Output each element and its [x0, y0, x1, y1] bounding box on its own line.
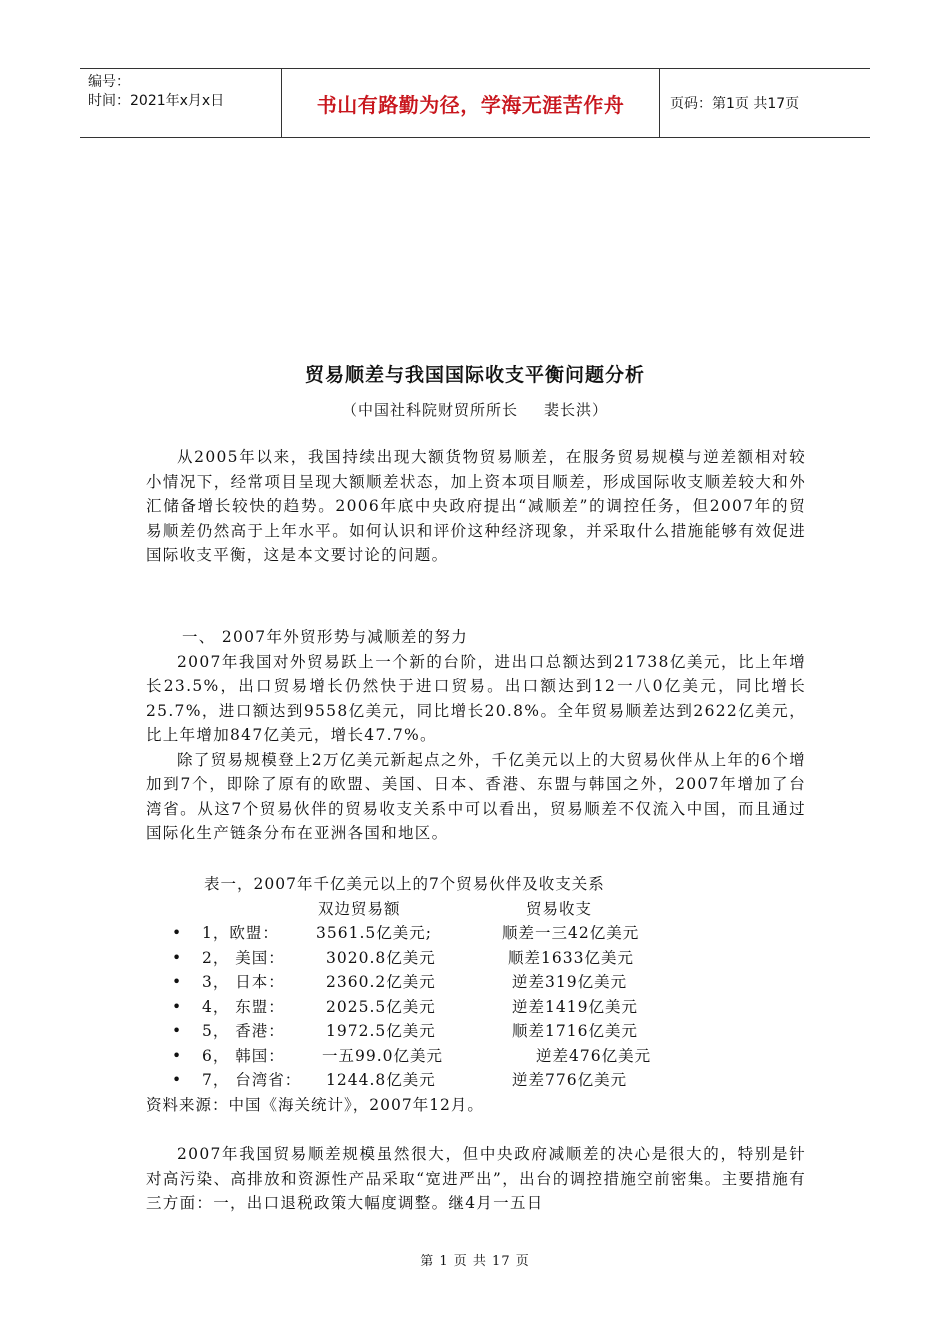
bullet-icon: •: [172, 1046, 183, 1065]
trade-balance: 逆差776亿美元: [512, 1071, 628, 1089]
page-header: [80, 68, 870, 138]
trade-volume: 3020.8亿美元: [326, 948, 436, 967]
trade-volume: 2025.5亿美元: [326, 997, 436, 1016]
header-page-info: 页码：第1页 共17页: [670, 96, 800, 112]
author-organization: （中国社科院财贸所所长: [341, 401, 518, 419]
closing-paragraph: 2007年我国贸易顺差规模虽然很大，但中央政府减顺差的决心是很大的，特别是针对高污染、高排放和资源性产品采取“宽进严出”，出台的调控措施空前密集。主要措施有三方面：一，出口退税政策大幅度调整。继4月一五日: [146, 1145, 806, 1212]
article-title: 贸易顺差与我国国际收支平衡问题分析: [304, 364, 645, 386]
column-header-volume: 双边贸易额: [318, 899, 401, 918]
document-number-label: 编号：: [88, 74, 130, 90]
table-source-note: 资料来源：中国《海关统计》，2007年12月。: [146, 1095, 484, 1114]
trade-balance: 逆差476亿美元: [536, 1046, 652, 1065]
partner-name: 7， 台湾省：: [202, 1071, 302, 1089]
table-row: [146, 1019, 806, 1044]
article-author: [0, 399, 950, 420]
header-meta: [80, 69, 282, 137]
table-row: [146, 1068, 806, 1093]
table-row: [146, 995, 806, 1020]
trade-partner-table: [146, 872, 806, 1117]
table-row: [146, 1044, 806, 1069]
author-name: 裴长洪）: [544, 401, 609, 419]
partner-name: 4， 东盟：: [202, 997, 285, 1016]
table-row: [146, 946, 806, 971]
bullet-icon: •: [172, 948, 183, 967]
table-header: [146, 897, 806, 922]
trade-balance: 顺差1716亿美元: [512, 1022, 638, 1040]
partner-name: 3， 日本：: [202, 973, 285, 991]
trade-balance: 顺差一三42亿美元: [502, 924, 640, 942]
partner-name: 1，欧盟：: [202, 924, 279, 942]
trade-balance: 逆差1419亿美元: [512, 997, 638, 1016]
intro-paragraph: 从2005年以来，我国持续出现大额货物贸易顺差，在服务贸易规模与逆差额相对较小情况下，经常项目呈现大额顺差状态，加上资本项目顺差，形成国际收支顺差较大和外汇储备增长较快的趋势。2006年底中央政府提出“减顺差”的调控任务，但2007年的贸易顺差仍然高于上年水平。如何认识和评价这种经济现象，并采取什么措施能够有效促进国际收支平衡，这是本文要讨论的问题。: [146, 448, 806, 564]
partner-name: 6， 韩国：: [202, 1046, 285, 1065]
trade-balance: 逆差319亿美元: [512, 973, 628, 991]
table-caption: 表一，2007年千亿美元以上的7个贸易伙伴及收支关系: [204, 875, 605, 893]
header-motto: 书山有路勤为径，学海无涯苦作舟: [282, 69, 660, 137]
bullet-icon: •: [172, 1071, 183, 1089]
trade-volume: 一五99.0亿美元: [322, 1046, 444, 1065]
trade-volume: 3561.5亿美元;: [316, 924, 432, 942]
trade-volume: 1244.8亿美元: [326, 1071, 436, 1089]
bullet-icon: •: [172, 1022, 183, 1040]
bullet-icon: •: [172, 924, 183, 942]
bullet-icon: •: [172, 973, 183, 991]
closing-section: [146, 1142, 806, 1216]
partner-name: 5， 香港：: [202, 1022, 285, 1040]
partner-name: 2， 美国：: [202, 948, 285, 967]
trade-balance: 顺差1633亿美元: [508, 948, 634, 967]
trade-volume: 2360.2亿美元: [326, 973, 436, 991]
section-1-paragraph: 2007年我国对外贸易跃上一个新的台阶，进出口总额达到21738亿美元，比上年增长23.5%，出口贸易增长仍然快于进口贸易。出口额达到12一八0亿美元，同比增长25.7%，进口额达到9558亿美元，同比增长20.8%。全年贸易顺差达到2622亿美元，比上年增加847亿美元，增长47.7%。: [146, 652, 806, 744]
section-1: [146, 625, 806, 846]
document-date-label: 时间：2021年x月x日: [88, 93, 225, 109]
column-header-balance: 贸易收支: [526, 899, 593, 918]
bullet-icon: •: [172, 997, 183, 1016]
table-row: [146, 970, 806, 995]
table-row: [146, 921, 806, 946]
intro-section: [146, 445, 806, 568]
section-1-paragraph: 除了贸易规模登上2万亿美元新起点之外，千亿美元以上的大贸易伙伴从上年的6个增加到7个，即除了原有的欧盟、美国、日本、香港、东盟与韩国之外，2007年增加了台湾省。从这7个贸易伙伴的贸易收支关系中可以看出，贸易顺差不仅流入中国，而且通过国际化生产链条分布在亚洲各国和地区。: [146, 750, 806, 842]
trade-volume: 1972.5亿美元: [326, 1022, 436, 1040]
page-footer: 第 1 页 共 17 页: [420, 1254, 530, 1269]
section-1-heading: 一、 2007年外贸形势与减顺差的努力: [182, 628, 469, 646]
